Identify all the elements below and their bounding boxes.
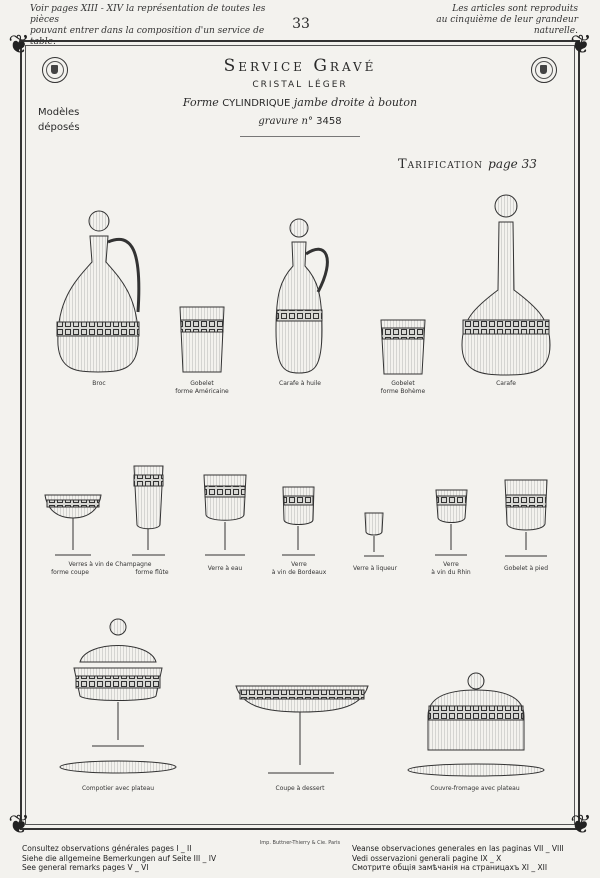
footer-right-3: Смотрите общія замѣчанія на страницахъ XI _ XII — [352, 863, 548, 872]
verre-eau-illustration — [204, 475, 246, 555]
caption-carafe-huile: Carafe à huile — [279, 380, 321, 387]
caption-champagne: Verres à vin de Champagne — [68, 561, 152, 568]
corner-ornament-icon: ❦ — [570, 810, 592, 840]
verre-rhin-illustration — [435, 490, 467, 555]
gravure-prefix: gravure n° — [258, 116, 313, 127]
caption-couvre-fromage-2: avec plateau — [480, 785, 520, 792]
caption-coupe-dessert: Coupe à dessert — [275, 785, 325, 792]
caption-verre-liqueur: Verre à liqueur — [352, 565, 398, 572]
carafe-huile-illustration — [276, 219, 327, 373]
gravure-number: 3458 — [316, 116, 342, 127]
broc-illustration — [57, 211, 139, 372]
footer-left-3: See general remarks pages V _ VI — [22, 863, 149, 872]
footer-right-2: Vedi osservazioni generali pagine IX _ X — [352, 853, 502, 863]
caption-gobelet-boheme — [370, 380, 436, 396]
verre-liqueur-illustration — [364, 513, 384, 556]
caption-verre-rhin-1: Verre — [443, 561, 459, 568]
imprint: Imp. Buttner-Thierry & Cie. Paris — [259, 840, 341, 846]
gobelet-boheme-illustration — [381, 320, 425, 374]
caption-champagne-flute: forme flûte — [135, 569, 169, 576]
forme-suffix: jambe droite à bouton — [293, 96, 418, 109]
champagne-coupe-illustration — [45, 495, 101, 555]
footer-left-1: Consultez observations générales pages I _ II — [22, 844, 192, 853]
forme-main: CYLINDRIQUE — [222, 98, 291, 109]
footer-left — [22, 844, 216, 873]
caption-compotier-2: avec plateau — [115, 785, 155, 792]
caption-carafe: Carafe — [496, 380, 516, 387]
caption-champagne-coupe: forme coupe — [51, 569, 89, 576]
caption-verre-bordeaux — [264, 561, 334, 577]
forme-prefix: Forme — [182, 96, 219, 109]
page-title: Service Gravé — [223, 56, 377, 76]
carafe-illustration — [462, 195, 550, 375]
caption-gobelet-boheme-2: forme Bohème — [380, 388, 426, 395]
tarification-page: page 33 — [488, 157, 537, 171]
caption-gobelet-americaine-2: forme Américaine — [175, 388, 229, 395]
caption-couvre-fromage-1: Couvre-fromage — [430, 785, 479, 792]
caption-verre-rhin — [420, 561, 482, 577]
corner-ornament-icon: ❦ — [570, 30, 592, 60]
coupe-dessert-illustration — [236, 686, 368, 773]
top-note-right-line-2: au cinquième de leur grandeur naturelle. — [436, 15, 578, 36]
page-number: 33 — [292, 16, 310, 32]
models-line-2: déposés — [38, 122, 80, 133]
compotier-illustration — [60, 619, 176, 773]
caption-compotier — [76, 785, 160, 793]
gobelet-americaine-illustration — [180, 307, 224, 372]
caption-verre-bordeaux-1: Verre — [291, 561, 307, 568]
caption-compotier-1: Compotier — [81, 785, 114, 792]
caption-verre-bordeaux-2: à vin de Bordeaux — [271, 569, 327, 576]
caption-couvre-fromage — [420, 785, 530, 793]
corner-ornament-icon: ❦ — [8, 810, 30, 840]
caption-broc: Broc — [92, 380, 106, 387]
top-note-left-line-2: pouvant entrer dans la composition d'un service de table. — [30, 26, 265, 47]
footer-right — [352, 844, 564, 873]
footer-right-1: Veanse observaciones generales en las paginas VII _ VIII — [352, 844, 564, 853]
caption-verre-eau: Verre à eau — [207, 565, 243, 572]
top-note-left-line-1: Voir pages XIII - XIV la représentation de toutes les pièces — [30, 4, 266, 25]
caption-gobelet-pied: Gobelet à pied — [504, 565, 548, 572]
caption-gobelet-americaine — [166, 380, 238, 396]
top-note-right-line-1: Les articles sont reproduits — [452, 4, 578, 14]
caption-gobelet-americaine-1: Gobelet — [190, 380, 214, 387]
tarification-label: Tarification — [398, 157, 484, 172]
corner-ornament-icon: ❦ — [8, 30, 30, 60]
verre-bordeaux-illustration — [282, 487, 315, 555]
caption-verre-rhin-2: à vin du Rhin — [431, 569, 471, 576]
caption-gobelet-boheme-1: Gobelet — [391, 380, 415, 387]
subtitle: CRISTAL LÉGER — [252, 80, 348, 90]
couvre-fromage-illustration — [408, 673, 544, 776]
models-line-1: Modèles — [38, 107, 80, 118]
footer-left-2: Siehe die allgemeine Bemerkungen auf Seite III _ IV — [22, 853, 217, 863]
champagne-flute-illustration — [132, 466, 165, 555]
gobelet-pied-illustration — [505, 480, 547, 556]
